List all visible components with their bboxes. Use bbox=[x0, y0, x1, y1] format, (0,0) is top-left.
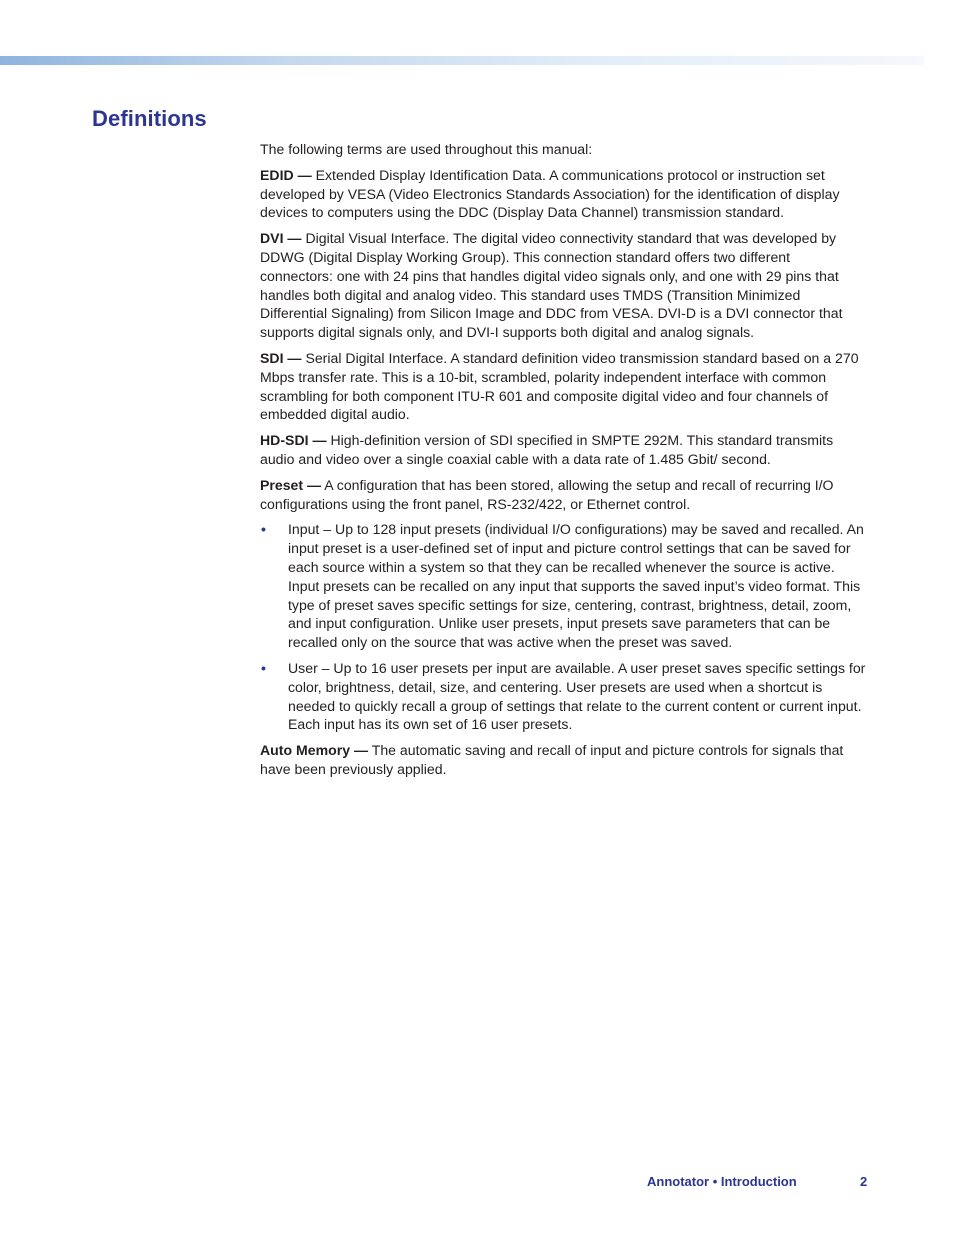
list-item-user-preset bbox=[260, 659, 866, 734]
definition-text: The automatic saving and recall of input and picture controls for signals that have been previously applied. bbox=[260, 742, 844, 777]
definition-term: EDID — bbox=[260, 166, 312, 183]
definition-term: HD-SDI — bbox=[260, 432, 327, 449]
definition-preset bbox=[260, 476, 866, 514]
header-decorative-bar bbox=[0, 56, 924, 65]
list-item-input-preset bbox=[260, 520, 866, 652]
list-item-text: Input – Up to 128 input presets (individual I/O configurations) may be saved and recalled. An input preset is a user-defined set of input and picture control settings that can be saved for each source within a system so that they can be recalled whenever the source is active. Input presets can be recalled on any input that supports the saved input’s video format. This type of preset saves specific settings for size, centering, contrast, brightness, detail, zoom, and input configuration. Unlike user presets, input presets save parameters that can be recalled only on the source that was active when the preset was saved. bbox=[288, 521, 864, 651]
definition-term: SDI — bbox=[260, 349, 302, 366]
definition-auto-memory bbox=[260, 741, 866, 779]
definition-term: DVI — bbox=[260, 230, 302, 247]
definition-text: High-definition version of SDI specified in SMPTE 292M. This standard transmits audio and video over a single coaxial cable with a data rate of 1.485 Gbit/ second. bbox=[260, 432, 834, 467]
preset-type-list bbox=[260, 520, 866, 734]
definition-text: Digital Visual Interface. The digital video connectivity standard that was developed by DDWG (Digital Display Working Group). This connection standard offers two different connectors: one with 24 pins that handles digital video signals only, and one with 29 pins that handles both digital and analog video. This standard uses TMDS (Transition Minimized Differential Signaling) from Silicon Image and DDC from VESA. DVI-D is a DVI connector that supports digital signals only, and DVI-I supports both digital and analog signals. bbox=[260, 230, 843, 341]
definition-term: Auto Memory — bbox=[260, 742, 369, 759]
bullet-icon: • bbox=[261, 521, 266, 538]
page-number: 2 bbox=[860, 1174, 868, 1189]
list-item-text: User – Up to 16 user presets per input are available. A user preset saves specific settings for color, brightness, detail, size, and centering. User presets are used when a shortcut is needed to quickly recall a group of settings that relate to the current content or current input. Each input has its own set of 16 user presets. bbox=[288, 659, 866, 733]
definition-sdi bbox=[260, 349, 866, 424]
definition-text: Serial Digital Interface. A standard definition video transmission standard based on a 270 Mbps transfer rate. This is a 10-bit, scrambled, polarity independent interface with common scrambling for both component ITU-R 601 and composite digital video and four channels of embedded digital audio. bbox=[260, 349, 859, 423]
footer-section-label: Annotator • Introduction bbox=[647, 1174, 797, 1189]
definitions-content bbox=[260, 140, 866, 786]
definition-text: A configuration that has been stored, allowing the setup and recall of recurring I/O configurations using the front panel, RS-232/422, or Ethernet control. bbox=[260, 476, 834, 512]
definition-term: Preset — bbox=[260, 476, 322, 493]
definition-text: Extended Display Identification Data. A communications protocol or instruction set developed by VESA (Video Electronics Standards Association) for the identification of display devices to computers using the DDC (Display Data Channel) transmission standard. bbox=[260, 166, 840, 221]
intro-paragraph: The following terms are used throughout this manual: bbox=[260, 141, 593, 157]
page-title: Definitions bbox=[92, 106, 207, 131]
definition-hd-sdi bbox=[260, 431, 866, 469]
bullet-icon: • bbox=[261, 659, 266, 676]
definition-dvi bbox=[260, 229, 866, 342]
definition-edid bbox=[260, 166, 866, 222]
